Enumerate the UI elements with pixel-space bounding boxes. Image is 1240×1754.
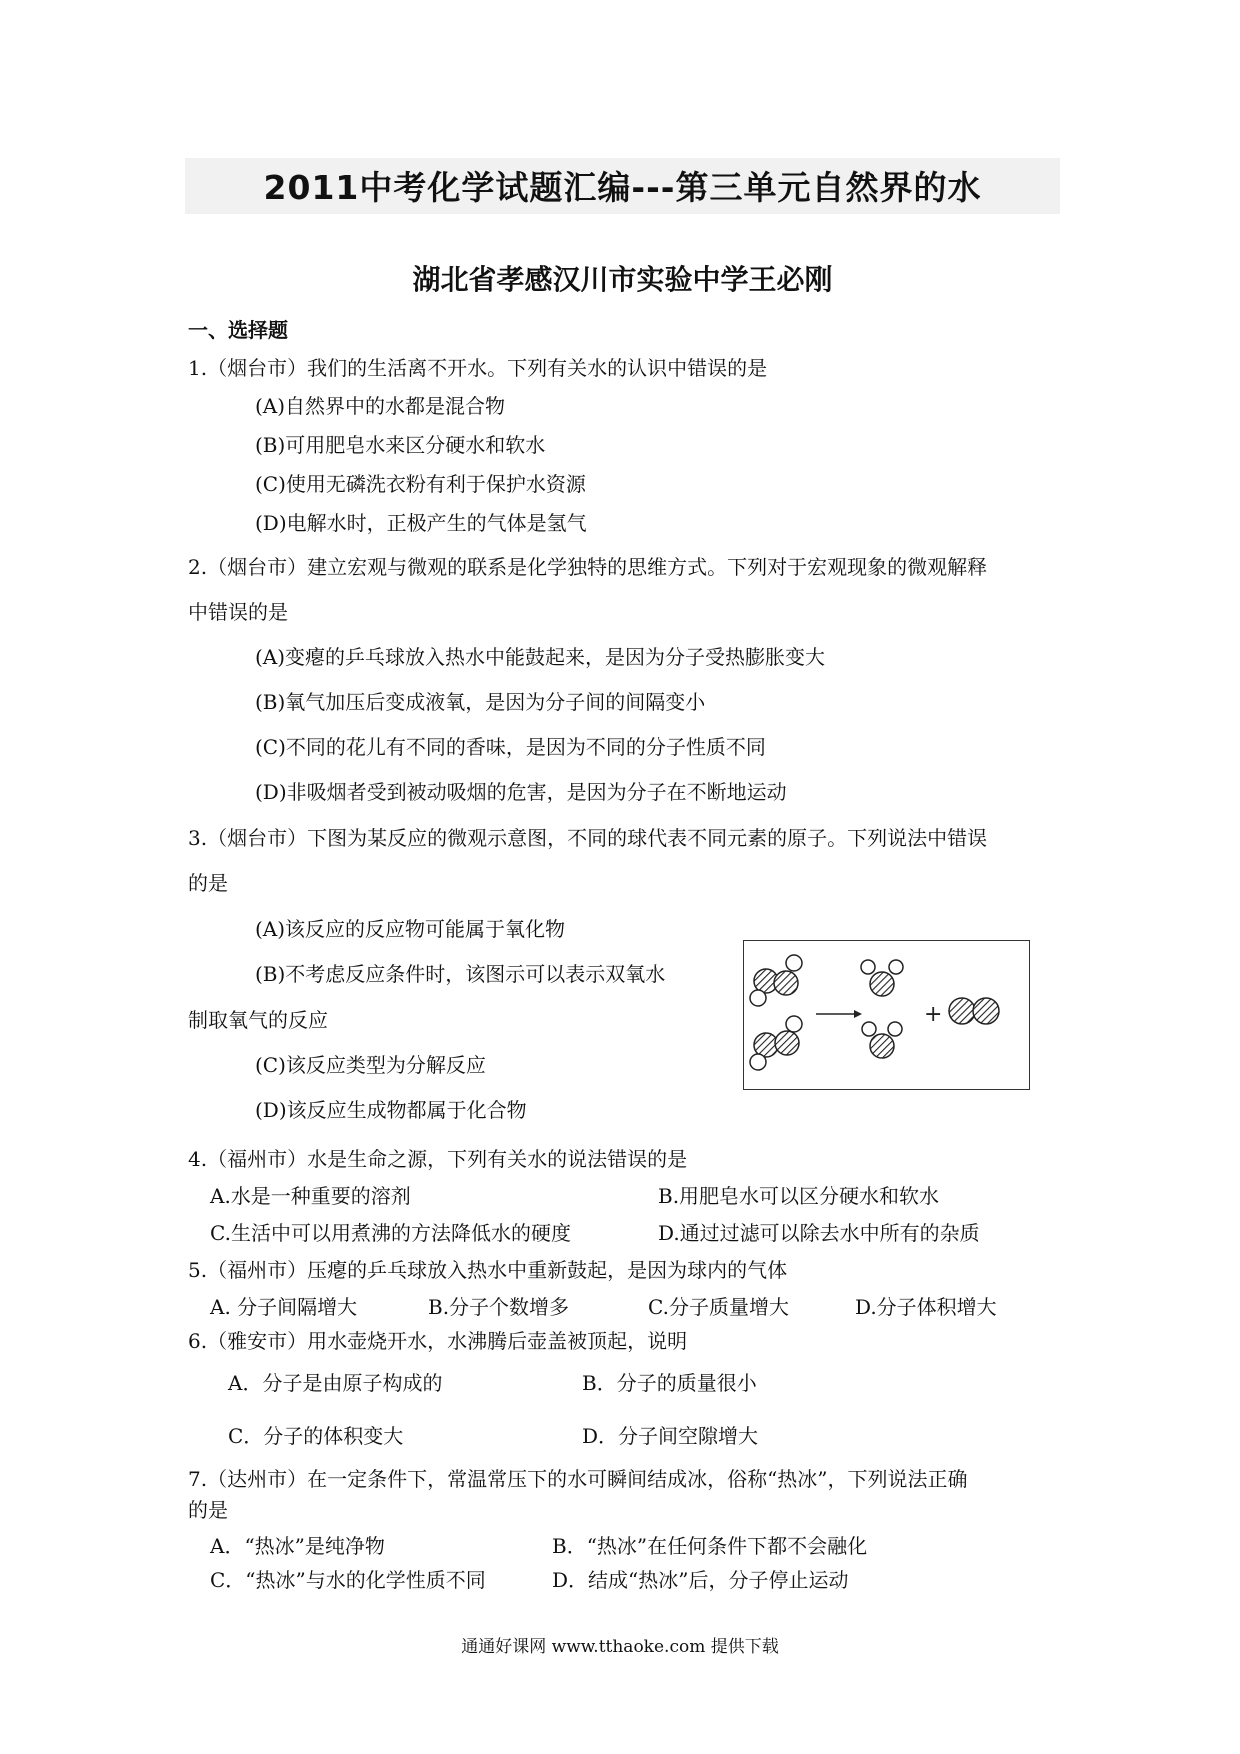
reaction-diagram-svg	[744, 941, 1031, 1091]
q7-option-d: D．结成“热冰”后，分子停止运动	[552, 1568, 849, 1592]
plus-sign: +	[924, 1002, 943, 1027]
q7-option-a: A．“热冰”是纯净物	[210, 1534, 385, 1558]
q3-option-b-line1: (B)不考虑反应条件时，该图示可以表示双氧水	[255, 962, 666, 986]
q5-option-a: A. 分子间隔增大	[210, 1295, 358, 1319]
author-line: 湖北省孝感汉川市实验中学王必刚	[412, 263, 833, 296]
q6-option-c: C．分子的体积变大	[228, 1424, 404, 1448]
q6-option-b: B．分子的质量很小	[582, 1371, 757, 1395]
q4-option-b: B.用肥皂水可以区分硬水和软水	[658, 1184, 940, 1208]
product-water-molecule-2	[862, 1022, 902, 1058]
reaction-arrow-icon	[816, 1010, 862, 1018]
q1-option-b: (B)可用肥皂水来区分硬水和软水	[255, 433, 546, 457]
q7-option-c: C．“热冰”与水的化学性质不同	[210, 1568, 486, 1592]
q3-option-a: (A)该反应的反应物可能属于氧化物	[255, 917, 566, 941]
q7-stem-line2: 的是	[188, 1498, 228, 1522]
q1-option-d: (D)电解水时，正极产生的气体是氢气	[255, 511, 587, 535]
page-title: 2011中考化学试题汇编---第三单元自然界的水	[263, 168, 982, 207]
reactant-molecule-1	[750, 955, 802, 1006]
q6-option-d: D．分子间空隙增大	[582, 1424, 759, 1448]
q5-option-d: D.分子体积增大	[855, 1295, 997, 1319]
q6-stem: 6.（雅安市）用水壶烧开水，水沸腾后壶盖被顶起，说明	[188, 1329, 688, 1353]
q3-stem-line1: 3.（烟台市）下图为某反应的微观示意图，不同的球代表不同元素的原子。下列说法中错误	[188, 826, 988, 850]
q2-option-a: (A)变瘪的乒乓球放入热水中能鼓起来，是因为分子受热膨胀变大	[255, 645, 826, 669]
q3-option-d: (D)该反应生成物都属于化合物	[255, 1098, 527, 1122]
q7-option-b: B．“热冰”在任何条件下都不会融化	[552, 1534, 868, 1558]
q2-option-b: (B)氧气加压后变成液氧，是因为分子间的间隔变小	[255, 690, 706, 714]
reaction-diagram	[743, 940, 1030, 1090]
q2-option-d: (D)非吸烟者受到被动吸烟的危害，是因为分子在不断地运动	[255, 780, 787, 804]
q1-option-c: (C)使用无磷洗衣粉有利于保护水资源	[255, 472, 586, 496]
q4-option-a: A.水是一种重要的溶剂	[210, 1184, 411, 1208]
page-footer: 通通好课网 www.tthaoke.com 提供下载	[461, 1637, 779, 1657]
q1-stem: 1.（烟台市）我们的生活离不开水。下列有关水的认识中错误的是	[188, 356, 768, 380]
q6-option-a: A．分子是由原子构成的	[228, 1371, 443, 1395]
q7-stem-line1: 7.（达州市）在一定条件下，常温常压下的水可瞬间结成冰，俗称“热冰”，下列说法正确	[188, 1467, 968, 1491]
q3-stem-line2: 的是	[188, 871, 228, 895]
reactant-molecule-2	[750, 1016, 802, 1070]
q2-stem-line2: 中错误的是	[188, 600, 288, 624]
q4-stem: 4.（福州市）水是生命之源，下列有关水的说法错误的是	[188, 1147, 688, 1171]
q3-option-c: (C)该反应类型为分解反应	[255, 1053, 486, 1077]
q1-option-a: (A)自然界中的水都是混合物	[255, 394, 506, 418]
product-water-molecule-1	[861, 960, 903, 996]
section-heading: 一、选择题	[188, 318, 288, 342]
q2-stem-line1: 2.（烟台市）建立宏观与微观的联系是化学独特的思维方式。下列对于宏观现象的微观解释	[188, 555, 988, 579]
q4-option-c: C.生活中可以用煮沸的方法降低水的硬度	[210, 1221, 571, 1245]
q2-option-c: (C)不同的花儿有不同的香味，是因为不同的分子性质不同	[255, 735, 766, 759]
product-oxygen-molecule	[949, 998, 999, 1024]
q5-option-c: C.分子质量增大	[648, 1295, 789, 1319]
q3-option-b-line2: 制取氧气的反应	[188, 1008, 328, 1032]
q4-option-d: D.通过过滤可以除去水中所有的杂质	[658, 1221, 980, 1245]
q5-stem: 5.（福州市）压瘪的乒乓球放入热水中重新鼓起，是因为球内的气体	[188, 1258, 788, 1282]
q5-option-b: B.分子个数增多	[428, 1295, 570, 1319]
